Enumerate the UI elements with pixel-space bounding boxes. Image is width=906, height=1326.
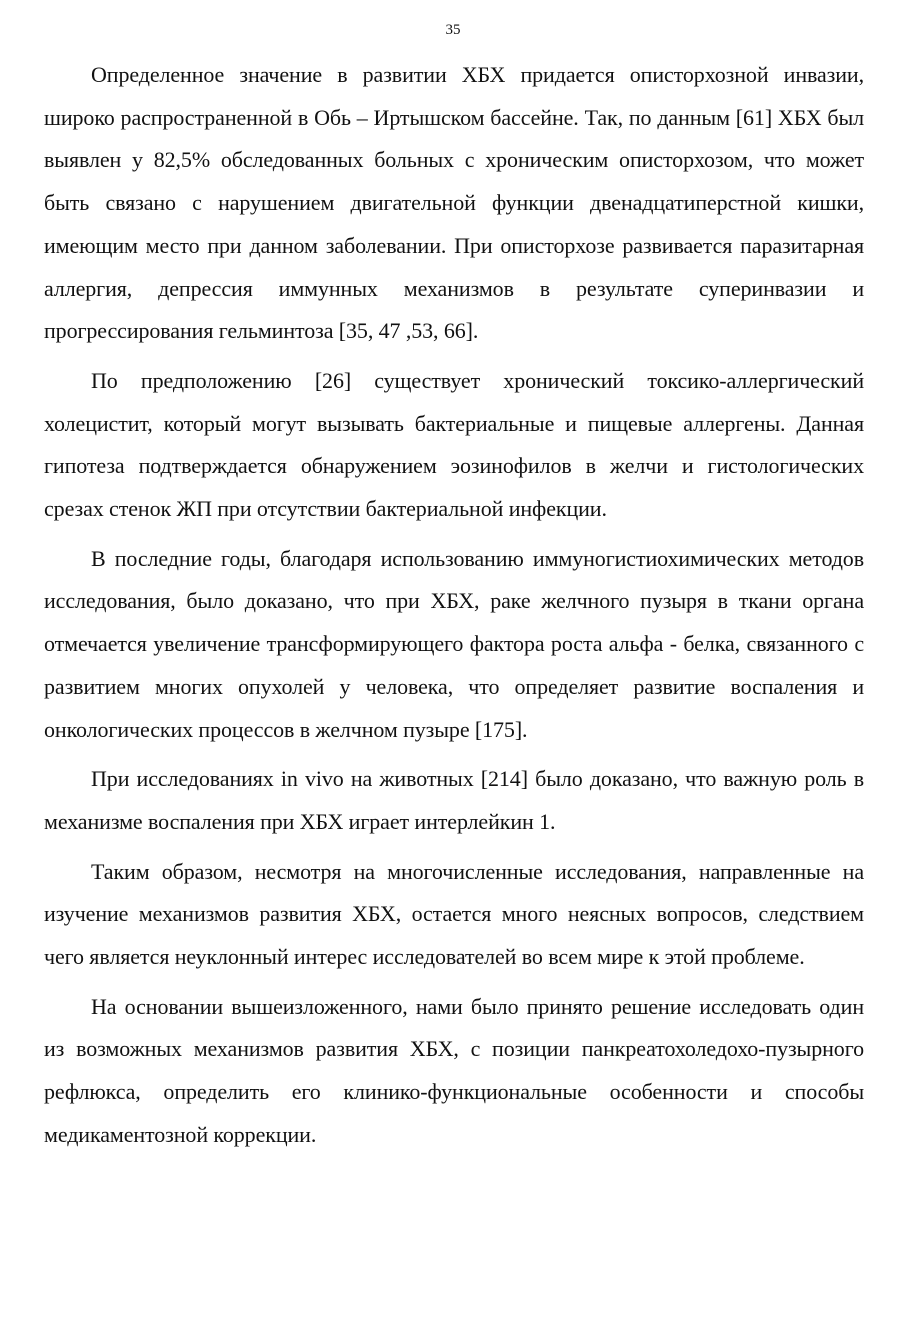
paragraph-opisthorchiasis: Определенное значение в развитии ХБХ придается описторхозной инвазии, широко распространенной в Обь – Иртышском бассейне. Так, по данным [61] ХБХ был выявлен у 82,5% обследованных больных с хроническим описторхозом, что может быть связано с нарушением двигательной функции двенадцатиперстной кишки, имеющим место при данном заболевании. При описторхозе развивается паразитарная аллергия, депрессия иммунных механизмов в результате суперинвазии и прогрессирования гельминтоза [35, 47 ,53, 66]. xyxy=(44,62,864,344)
page-number: 35 xyxy=(445,22,461,38)
paragraph-conclusion: Таким образом, несмотря на многочисленные исследования, направленные на изучение механизмов развития ХБХ, остается много неясных вопросов, следствием чего является неуклонный интерес исследователей во всем мире к этой проблеме. xyxy=(44,858,864,970)
paragraph-in-vivo: При исследованиях in vivo на животных [214] было доказано, что важную роль в механизме воспаления при ХБХ играет интерлейкин 1. xyxy=(44,766,864,834)
body-text xyxy=(44,54,864,1164)
paragraph-research-goal: На основании вышеизложенного, нами было принято решение исследовать один из возможных механизмов развития ХБХ, с позиции панкреатохоледохо-пузырного рефлюкса, определить его клинико-функциональные особенности и способы медикаментозной коррекции. xyxy=(44,993,864,1147)
paragraph-immunohistochemistry: В последние годы, благодаря использованию иммуногистиохимических методов исследования, было доказано, что при ХБХ, раке желчного пузыря в ткани органа отмечается увеличение трансформирующего фактора роста альфа - белка, связанного с развитием многих опухолей у человека, что определяет развитие воспаления и онкологических процессов в желчном пузыре [175]. xyxy=(44,545,864,742)
paragraph-toxic-allergic: По предположению [26] существует хронический токсико-аллергический холецистит, который могут вызывать бактериальные и пищевые аллергены. Данная гипотеза подтверждается обнаружением эозинофилов в желчи и гистологических срезах стенок ЖП при отсутствии бактериальной инфекции. xyxy=(44,367,864,522)
